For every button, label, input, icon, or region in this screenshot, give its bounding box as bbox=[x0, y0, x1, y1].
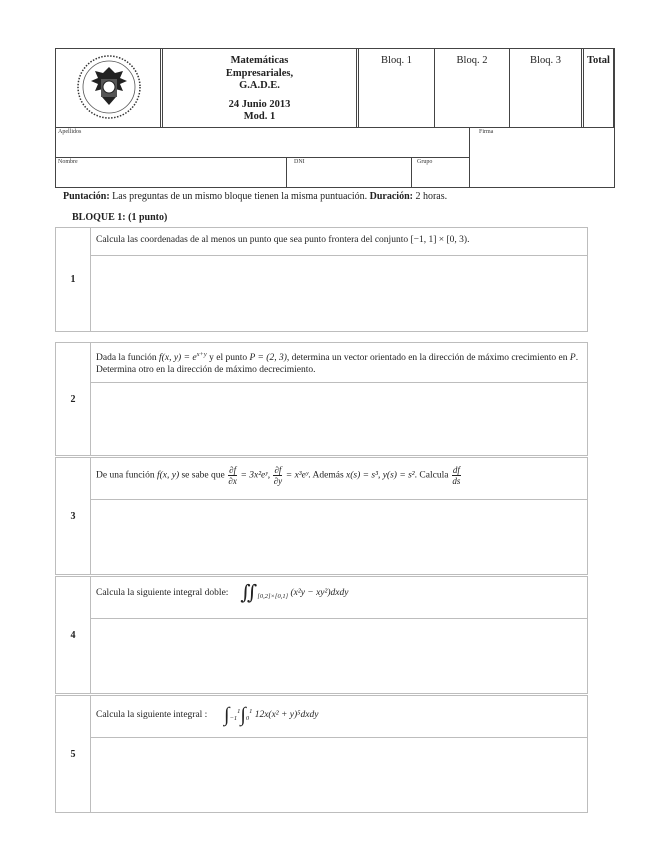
q2-text-a: Dada la función bbox=[96, 353, 160, 364]
q3-text-a: De una función bbox=[96, 470, 157, 481]
q5-lower-1: −1 bbox=[229, 715, 238, 723]
question-number: 3 bbox=[56, 458, 91, 574]
question-5 bbox=[55, 695, 588, 813]
exam-model: Mod. 1 bbox=[243, 111, 276, 122]
id-label: DNI bbox=[294, 159, 305, 165]
question-2 bbox=[55, 342, 588, 456]
question-text: Calcula las coordenadas de al menos un punto que sea punto frontera del conjunto [−1, 1] × [0, 3). bbox=[90, 228, 587, 256]
double-integral-sign: ∬ bbox=[240, 582, 258, 604]
q3-param: x(s) = s³, y(s) = s² bbox=[346, 470, 415, 481]
q2-text-b: y el punto bbox=[206, 353, 250, 364]
question-text bbox=[90, 343, 587, 383]
surname-label: Apellidos bbox=[58, 129, 82, 135]
university-crest bbox=[56, 49, 163, 127]
degree: G.A.D.E. bbox=[239, 80, 280, 91]
q3-fx-value: = 3x²eʸ, bbox=[238, 470, 273, 481]
frac-num: ∂f bbox=[229, 465, 237, 475]
q5-text: Calcula la siguiente integral : bbox=[96, 710, 208, 721]
q2-text-d: . Determina otro en la dirección de máximo decrecimiento. bbox=[96, 353, 579, 376]
scoring-label: Puntación: bbox=[63, 191, 110, 202]
score-bloq-1: Bloq. 1 bbox=[359, 49, 435, 127]
question-3 bbox=[55, 457, 588, 575]
group-label: Grupo bbox=[417, 159, 433, 165]
partial-fy bbox=[273, 465, 282, 486]
name-label: Nombre bbox=[58, 159, 78, 165]
question-4 bbox=[55, 576, 588, 694]
q4-text: Calcula la siguiente integral doble: bbox=[96, 588, 229, 599]
signature-label: Firma bbox=[479, 129, 494, 135]
q5-upper-2: 1 bbox=[249, 708, 253, 715]
q5-upper-1: 1 bbox=[237, 708, 241, 715]
q2-p: P bbox=[569, 353, 576, 364]
q2-function: f(x, y) = e bbox=[159, 353, 197, 364]
q3-text-d: . Calcula bbox=[414, 470, 451, 481]
q2-text-c: , determina un vector orientado en la dirección de máximo crecimiento en bbox=[286, 353, 570, 364]
question-number: 2 bbox=[56, 343, 91, 455]
q4-domain: [0,2]×[0,1] bbox=[257, 593, 289, 601]
scoring-text: Las preguntas de un mismo bloque tienen la misma puntuación. bbox=[109, 191, 370, 202]
q3-function: f(x, y) bbox=[156, 470, 180, 481]
question-1 bbox=[55, 227, 588, 332]
integral-sign-2: ∫ bbox=[240, 703, 246, 726]
q4-integrand: (x²y − xy²)dxdy bbox=[290, 588, 349, 599]
q5-integrand: 12x(x² + y)⁵dxdy bbox=[254, 710, 319, 721]
question-number: 5 bbox=[56, 696, 91, 812]
question-number: 1 bbox=[56, 228, 91, 331]
header-table bbox=[55, 48, 615, 128]
derivative-dfds bbox=[452, 465, 461, 486]
course-name-2: Empresariales, bbox=[225, 67, 294, 79]
q3-text-c: . Además bbox=[308, 470, 347, 481]
q5-lower-2: 0 bbox=[245, 715, 250, 723]
course-info bbox=[163, 49, 359, 127]
duration-value: 2 horas. bbox=[412, 191, 448, 202]
frac-num: df bbox=[452, 465, 460, 475]
block-title: BLOQUE 1: (1 punto) bbox=[72, 212, 168, 223]
score-total: Total bbox=[584, 49, 614, 127]
frac-den: ∂y bbox=[273, 476, 283, 486]
q2-point: P = (2, 3) bbox=[249, 353, 287, 364]
q3-fy-value: = x³eʸ bbox=[283, 470, 309, 481]
question-text bbox=[90, 696, 587, 738]
scoring-note bbox=[63, 191, 447, 202]
duration-label: Duración: bbox=[369, 191, 413, 202]
exam-date: 24 Junio 2013 bbox=[228, 98, 291, 110]
student-info-table bbox=[55, 128, 615, 188]
score-bloq-3: Bloq. 3 bbox=[510, 49, 584, 127]
frac-den: ds bbox=[452, 476, 461, 486]
score-bloq-2: Bloq. 2 bbox=[435, 49, 510, 127]
frac-num: ∂f bbox=[274, 465, 282, 475]
integral-sign-1: ∫ bbox=[223, 703, 230, 726]
crest-seal-icon bbox=[56, 49, 162, 127]
q3-text-b: se sabe que bbox=[179, 470, 228, 481]
q2-exponent: x+y bbox=[196, 351, 207, 358]
question-number: 4 bbox=[56, 577, 91, 693]
course-name: Matemáticas bbox=[230, 55, 289, 66]
partial-fx bbox=[228, 465, 237, 486]
frac-den: ∂x bbox=[228, 476, 237, 486]
question-text bbox=[90, 458, 587, 500]
question-text bbox=[90, 577, 587, 619]
